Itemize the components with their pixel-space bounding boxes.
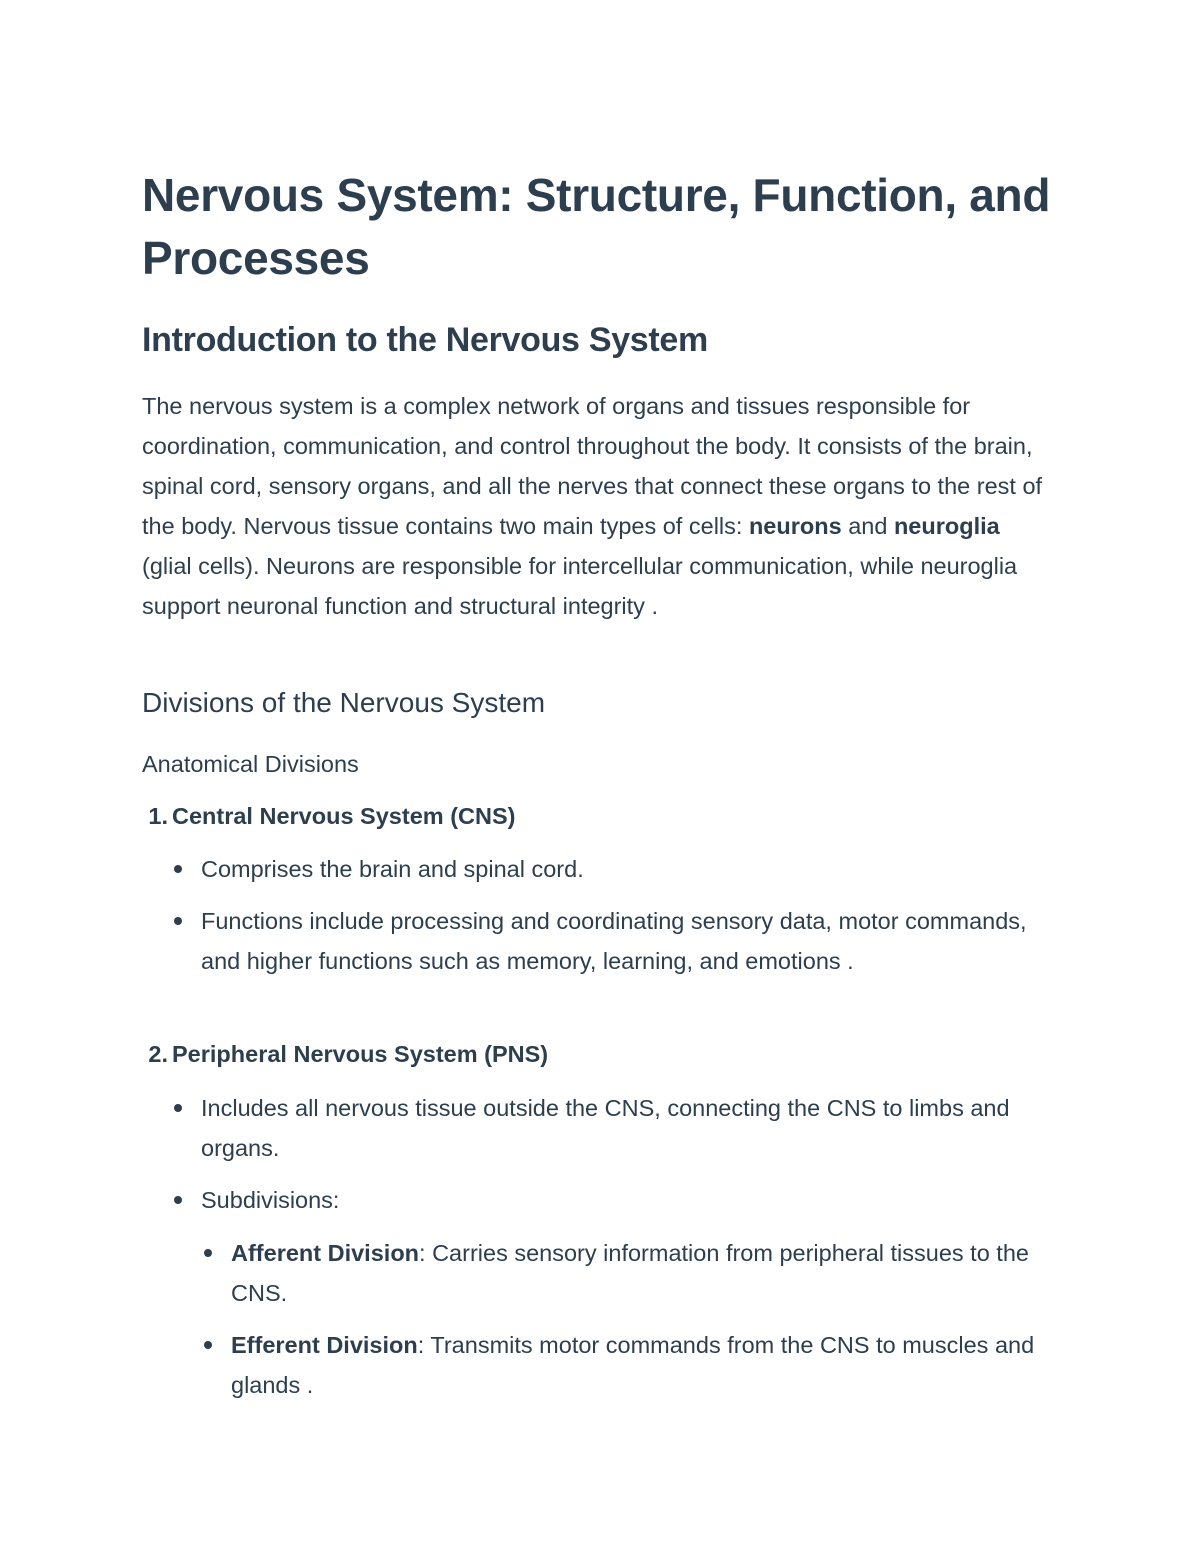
efferent-term: Efferent Division [231, 1332, 418, 1358]
afferent-desc: : Carries sensory information from peripheral tissues to the CNS. [231, 1240, 1029, 1306]
bullet-dot [174, 1104, 182, 1112]
efferent-desc: : Transmits motor commands from the CNS to muscles and glands . [231, 1332, 1035, 1398]
intro-term-neurons: neurons [748, 513, 842, 539]
bullet-dot [174, 865, 182, 873]
pns-bullet-1 [201, 1088, 1046, 1168]
pns-bullet-2 [201, 1180, 1046, 1220]
cns-bullet-1-text: Comprises the brain and spinal cord. [201, 856, 584, 882]
cns-bullet-1 [201, 849, 1046, 889]
bullet-dot [204, 1341, 212, 1349]
pns-label: Peripheral Nervous System (PNS) [172, 1041, 549, 1067]
cns-label: Central Nervous System (CNS) [172, 803, 516, 829]
intro-text-2: and [841, 513, 894, 539]
intro-paragraph [142, 386, 1047, 626]
intro-text-1: The nervous system is a complex network of organs and tissues responsible for coordination, communication, and control throughout the body. It consists of the brain, spinal cord, sensory organs, and all the nerves that connect these organs to the rest of the body. Nervous tissue contains two main types of cells: [142, 393, 1043, 539]
intro-term-neuroglia: neuroglia [893, 513, 1000, 539]
cns-bullet-2 [201, 901, 1046, 981]
pns-subdivision-efferent [231, 1325, 1046, 1405]
bullet-dot [204, 1249, 212, 1257]
pns-list-item [142, 1034, 548, 1074]
pns-number: 2. [148, 1041, 168, 1067]
afferent-term: Afferent Division [231, 1240, 420, 1266]
bullet-dot [174, 917, 182, 925]
intro-text-3: (glial cells). Neurons are responsible for intercellular communication, while neuroglia support neuronal function and structural integrity . [142, 553, 1018, 619]
pns-bullet-1-text: Includes all nervous tissue outside the CNS, connecting the CNS to limbs and organs. [201, 1095, 1010, 1161]
bullet-dot [174, 1196, 182, 1204]
pns-bullet-2-text: Subdivisions: [201, 1187, 340, 1213]
anatomical-heading: Anatomical Divisions [142, 751, 359, 777]
divisions-heading: Divisions of the Nervous System [142, 687, 546, 718]
cns-list-item [142, 796, 515, 836]
pns-subdivision-afferent [231, 1233, 1046, 1313]
cns-number: 1. [148, 803, 168, 829]
page-title: Nervous System: Structure, Function, and Processes [142, 169, 1051, 284]
cns-bullet-2-text: Functions include processing and coordinating sensory data, motor commands, and higher functions such as memory, learning, and emotions . [201, 908, 1027, 974]
intro-heading: Introduction to the Nervous System [142, 321, 708, 359]
